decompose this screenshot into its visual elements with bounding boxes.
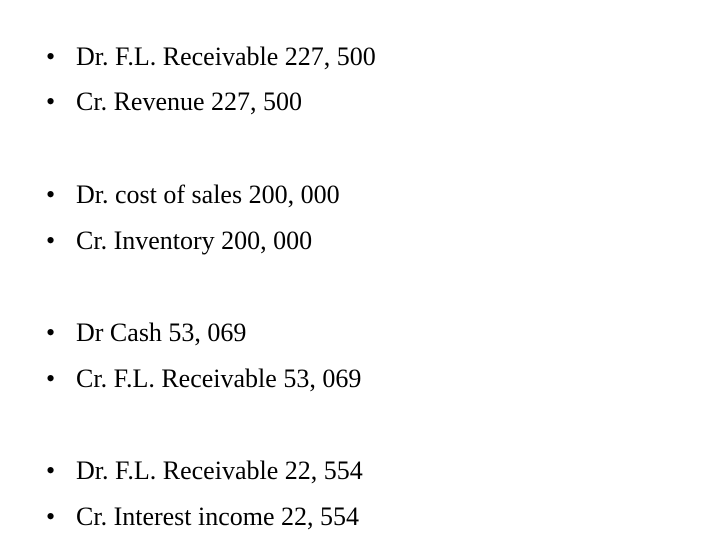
bullet-icon: • xyxy=(46,456,56,485)
bullet-icon: • xyxy=(46,502,56,531)
journal-entry-line xyxy=(46,40,376,74)
journal-entry-line xyxy=(46,224,312,258)
journal-entry-line xyxy=(46,316,246,350)
bullet-icon: • xyxy=(46,318,56,347)
entry-text: Cr. F.L. Receivable 53, 069 xyxy=(76,364,362,393)
entry-text: Dr. cost of sales 200, 000 xyxy=(76,180,340,209)
bullet-icon: • xyxy=(46,42,56,71)
journal-entry-line xyxy=(46,178,340,212)
entry-text: Cr. Interest income 22, 554 xyxy=(76,502,360,531)
bullet-icon: • xyxy=(46,87,56,116)
entry-text: Dr. F.L. Receivable 22, 554 xyxy=(76,456,363,485)
entry-text: Dr Cash 53, 069 xyxy=(76,318,247,347)
journal-entry-line xyxy=(46,500,359,534)
entry-text: Dr. F.L. Receivable 227, 500 xyxy=(76,42,376,71)
bullet-icon: • xyxy=(46,226,56,255)
entry-text: Cr. Revenue 227, 500 xyxy=(76,87,303,116)
entry-text: Cr. Inventory 200, 000 xyxy=(76,226,313,255)
bullet-icon: • xyxy=(46,364,56,393)
journal-entry-line xyxy=(46,85,302,119)
bullet-icon: • xyxy=(46,180,56,209)
journal-entry-line xyxy=(46,454,363,488)
journal-entry-line xyxy=(46,362,361,396)
